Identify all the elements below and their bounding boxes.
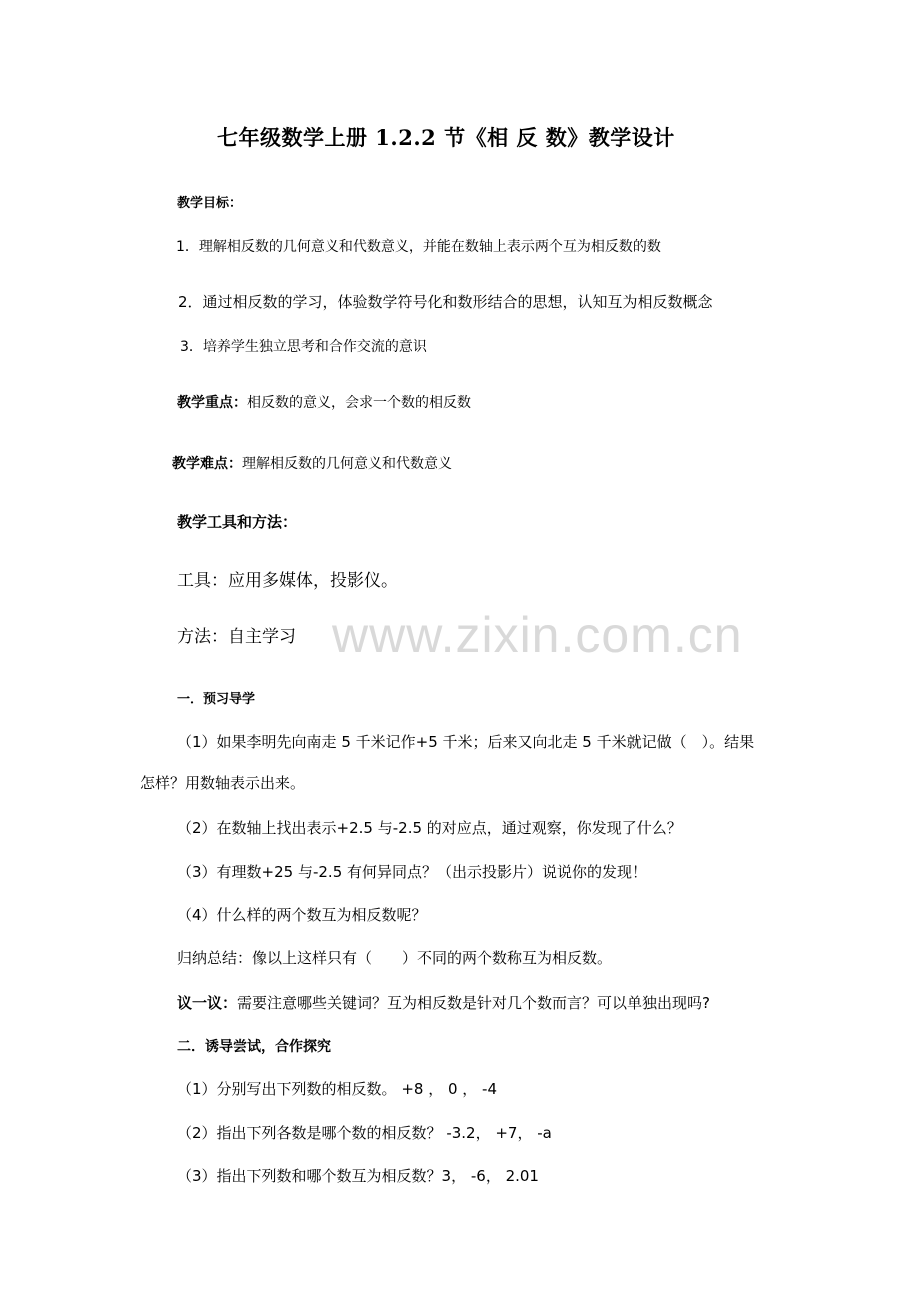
watermark: www.zixin.com.cn (332, 607, 743, 663)
section1-summary: 归纳总结：像以上这样只有（ ）不同的两个数称互为相反数。 (177, 949, 613, 967)
section1-heading: 一．预习导学 (177, 692, 256, 707)
section2-heading: 二．诱导尝试，合作探究 (177, 1039, 331, 1055)
section2-question-3: （3）指出下列数和哪个数互为相反数？3， -6， 2.01 (177, 1167, 539, 1185)
section1-question-3: （3）有理数+25 与-2.5 有何异同点？（出示投影片）说说你的发现！ (177, 863, 648, 881)
objective-item-1: 1．理解相反数的几何意义和代数意义，并能在数轴上表示两个互为相反数的数 (176, 239, 661, 255)
section2-question-1: （1）分别写出下列数的相反数。 +8 ， 0 ， -4 (177, 1080, 497, 1098)
tools-line: 工具：应用多媒体，投影仪。 (177, 571, 398, 591)
section1-question-4: （4）什么样的两个数互为相反数呢？ (177, 906, 427, 924)
objective-item-3: 3．培养学生独立思考和合作交流的意识 (180, 339, 427, 355)
difficulty-text: 理解相反数的几何意义和代数意义 (242, 456, 452, 472)
section1-question-1-line-2: 怎样？用数轴表示出来。 (140, 774, 306, 792)
section1-question-2: （2）在数轴上找出表示+2.5 与-2.5 的对应点，通过观察，你发现了什么？ (177, 819, 682, 837)
discuss-text: 需要注意哪些关键词？互为相反数是针对几个数而言？可以单独出现吗? (237, 994, 710, 1012)
key-point-text: 相反数的意义，会求一个数的相反数 (247, 395, 471, 411)
objectives-heading: 教学目标： (177, 196, 243, 211)
section2-question-2: （2）指出下列各数是哪个数的相反数？ -3.2， +7， -a (177, 1124, 552, 1142)
key-point-line (177, 396, 471, 410)
discuss-line (177, 996, 710, 1011)
method-line: 方法：自主学习 (177, 627, 296, 647)
document-title: 七年级数学上册 1.2.2 节《相 反 数》教学设计 (217, 125, 675, 150)
discuss-label: 议一议： (177, 994, 238, 1012)
difficulty-label: 教学难点： (172, 456, 242, 472)
section1-question-1-line-1: （1）如果李明先向南走 5 千米记作+5 千米；后来又向北走 5 千米就记做（ ）。结果 (177, 733, 755, 751)
key-point-label: 教学重点： (177, 395, 247, 411)
tools-methods-heading: 教学工具和方法： (177, 513, 298, 531)
difficulty-line (172, 457, 452, 471)
objective-item-2: 2．通过相反数的学习，体验数学符号化和数形结合的思想，认知互为相反数概念 (178, 293, 713, 311)
